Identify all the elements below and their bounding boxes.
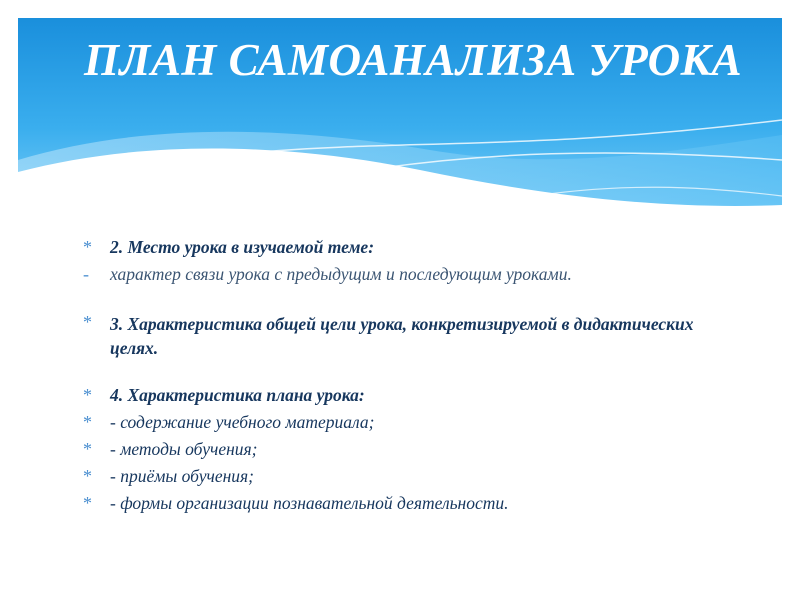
- list-item-text: - приёмы обучения;: [110, 466, 254, 486]
- list-item-text: 2. Место урока в изучаемой теме:: [110, 237, 375, 257]
- bullet-asterisk-icon: *: [83, 493, 92, 513]
- list-item: [80, 436, 730, 463]
- bullet-asterisk-icon: *: [83, 412, 92, 432]
- list-item: [80, 382, 730, 409]
- list-item: [80, 234, 730, 261]
- bullet-asterisk-icon: *: [83, 466, 92, 486]
- list-item: [80, 490, 730, 517]
- bullet-asterisk-icon: *: [83, 237, 92, 257]
- list-item: [80, 310, 730, 360]
- bullet-asterisk-icon: *: [83, 312, 92, 332]
- list-item: [80, 463, 730, 490]
- list-item-text: - содержание учебного материала;: [110, 412, 375, 432]
- list-item: [80, 261, 730, 288]
- list-item-text: 3. Характеристика общей цели урока, конкретизируемой в дидактических целях.: [110, 314, 694, 358]
- bullet-asterisk-icon: *: [83, 385, 92, 405]
- list-item-text: - формы организации познавательной деятельности.: [110, 493, 509, 513]
- bullet-asterisk-icon: *: [83, 439, 92, 459]
- list-item-text: - методы обучения;: [110, 439, 258, 459]
- list-item-text: 4. Характеристика плана урока:: [110, 385, 365, 405]
- list-item: [80, 409, 730, 436]
- list-item-text: характер связи урока с предыдущим и последующим уроками.: [110, 264, 572, 284]
- bullet-dash-icon: -: [83, 264, 89, 284]
- slide-title: ПЛАН САМОАНАЛИЗА УРОКА: [84, 35, 743, 85]
- bullet-list: [80, 234, 730, 517]
